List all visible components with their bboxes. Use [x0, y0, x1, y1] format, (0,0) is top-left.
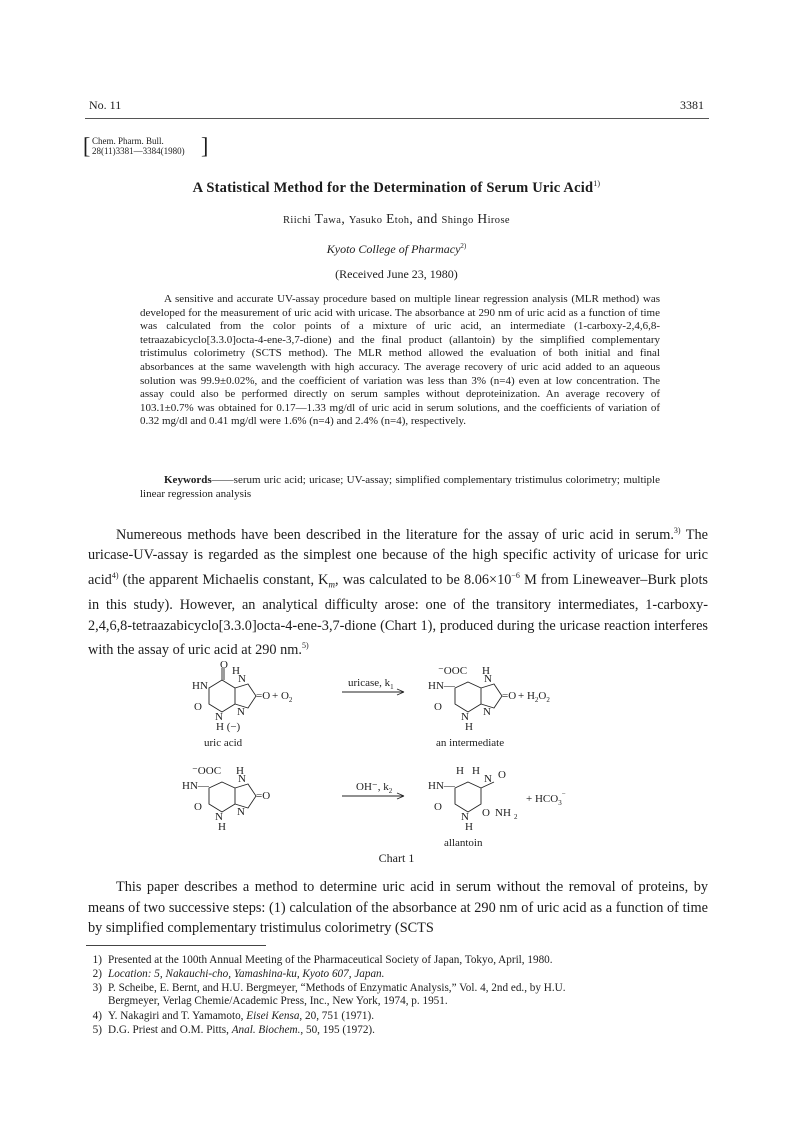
citation-journal: Chem. Pharm. Bull. [92, 136, 164, 146]
svg-text:H: H [232, 665, 240, 677]
svg-text:O: O [434, 701, 442, 713]
chart-caption: Chart 1 [378, 851, 415, 865]
svg-text:H: H [465, 721, 473, 733]
footnote-5: 5) D.G. Priest and O.M. Pitts, Anal. Biochem., 50, 195 (1972). [92, 1024, 375, 1036]
svg-text:HN—: HN— [428, 680, 455, 692]
svg-text:O: O [434, 801, 442, 813]
keywords-label: Keywords [164, 474, 212, 486]
uric-acid-label: uric acid [204, 737, 243, 749]
svg-text:H: H [465, 821, 473, 833]
svg-text:=O: =O [256, 790, 271, 802]
svg-text:O: O [482, 807, 490, 819]
svg-text:HN—: HN— [182, 780, 209, 792]
svg-text:O: O [194, 801, 202, 813]
plus-h2o2: + $H_2O_2$ [518, 690, 550, 704]
footnote-3-continued: Bergmeyer, Verlag Chemie/Academic Press, Inc., New York, 1974, p. 1951. [108, 995, 448, 1007]
author-1: Riichi Tawa [282, 211, 342, 226]
keywords: Keywords——serum uric acid; uricase; UV-assay; simplified complementary tristimulus colorimetry; multiple linear regression analysis [140, 474, 660, 500]
svg-text:H: H [218, 821, 226, 833]
svg-text:⁻OOC: ⁻OOC [438, 665, 468, 677]
svg-text:=O: =O [256, 690, 271, 702]
intermediate-label: an intermediate [436, 737, 505, 749]
reaction-1-label: uricase, $k_1$ [348, 677, 394, 691]
footnote-2: 2) Location: 5, Nakauchi-cho, Yamashina-ku, Kyoto 607, Japan. [92, 968, 385, 980]
title-footnote-ref: 1) [593, 179, 601, 188]
svg-text:H: H [482, 665, 490, 677]
svg-text:H: H [456, 765, 464, 777]
author-3: Shingo Hirose [441, 211, 510, 226]
journal-citation [83, 132, 209, 159]
author-2: Yasuko Etoh [348, 211, 410, 226]
citation-volume: 28(11)3381—3384(1980) [92, 146, 185, 156]
o-atom: O [220, 659, 228, 671]
svg-text:N: N [483, 706, 491, 718]
reaction-2-label: OH⁻, $k_2$ [356, 781, 393, 795]
svg-text:N: N [237, 806, 245, 818]
allantoin-label: allantoin [444, 837, 483, 849]
footnote-1: 1) Presented at the 100th Annual Meeting of the Pharmaceutical Society of Japan, Tokyo, April, 1980. [92, 954, 553, 966]
issue-number: No. 11 [89, 98, 122, 112]
svg-text:N: N [215, 811, 223, 823]
author-list: Riichi Tawa, Yasuko Etoh, and Shingo Hirose [282, 211, 510, 226]
svg-text:N: N [484, 673, 492, 685]
chart-1-scheme [182, 658, 610, 868]
abstract-text: A sensitive and accurate UV-assay procedure based on multiple linear regression analysis (MLR method) was developed for the measurement of uric acid with uricase. The absorbance at 290 nm of uric acid as a function of time was calculated from the color points of a mixture of uric acid, an intermediate (1-carboxy-2,4,6,8-tetraazabicyclo[3.3.0]octa-4-ene-3,7-dione) and the final product (allantoin) by the simplified complementary tristimulus colorimetry (SCTS method). The MLR method allowed the evaluation of both initial and final absorbances at the same wavelength with high accuracy. The average recovery of uric acid added to an aqueous solution was 99.9±0.02%, and the coefficient of variation was less than 3% (n=4) even at low concentration. The assay could also be performed directly on serum samples without deproteinization. An average recovery of 103.1±0.7% was obtained for 0.17—1.33 mg/dl of uric acid in serum solutions, and the coefficients of variation of 0.32 mg/dl and 0.41 mg/dl were 1.6% (n=4) and 2.4% (n=4), respectively. [140, 293, 660, 428]
intro-paragraph-2: This paper describes a method to determine uric acid in serum without the removal of proteins, by means of two successive steps: (1) calculation of the absorbance at 290 nm of uric acid as a function of time by simplified complementary tristimulus colorimetry (SCTS [88, 879, 708, 937]
svg-text:N: N [215, 711, 223, 723]
received-date: (Received June 23, 1980) [335, 267, 458, 281]
left-bracket: [ [83, 132, 91, 159]
svg-text:2: 2 [514, 813, 518, 821]
svg-text:H: H [472, 765, 480, 777]
svg-text:N: N [461, 811, 469, 823]
svg-text:⁻OOC: ⁻OOC [192, 765, 222, 777]
svg-text:N: N [238, 673, 246, 685]
svg-text:O: O [498, 769, 506, 781]
author-conjunction: and [416, 211, 438, 226]
plus-hco3: + $HCO_3^-$ [526, 790, 566, 807]
svg-text:H (−): H (−) [216, 721, 241, 733]
footnote-3: 3) P. Scheibe, E. Bernt, and H.U. Bergmeyer, “Methods of Enzymatic Analysis,” Vol. 4, 2nd ed., by H.U. [92, 982, 566, 994]
plus-o2: + $O_2$ [272, 690, 293, 704]
affiliation-footnote-ref: 2) [460, 242, 467, 250]
intro-paragraph-1: Numereous methods have been described in the literature for the assay of uric acid in serum.$^{3)}$ The uricase-UV-assay is regarded as the simplest one because of the high specific activity of uricase for uric acid$^{4)}$ (the apparent Michaelis constant, $K_m$, was calculated to be $8.06\times 10^{-6}$ M from Lineweaver–Burk plots in this study). However, an analytical difficulty arose: one of the transitory intermediates, 1-carboxy-2,4,6,8-tetraazabicyclo[3.3.0]octa-4-ene-3,7-dione (Chart 1), produced during the uricase reaction interferes with the assay of uric acid at 290 nm.$^{5)}$ [88, 526, 709, 659]
svg-text:HN: HN [192, 680, 208, 692]
svg-text:H: H [236, 765, 244, 777]
title-text: A Statistical Method for the Determination of Serum Uric Acid [192, 179, 594, 196]
article-title [0, 179, 793, 197]
header-rule [85, 118, 709, 119]
right-bracket: ] [201, 132, 209, 159]
footnote-4: 4) Y. Nakagiri and T. Yamamoto, Eisei Kensa, 20, 751 (1971). [92, 1010, 374, 1022]
svg-text:NH: NH [495, 807, 511, 819]
affiliation: Kyoto College of Pharmacy$^{2)}$ [326, 242, 467, 256]
svg-text:O: O [194, 701, 202, 713]
svg-text:N: N [238, 773, 246, 785]
svg-text:N: N [484, 773, 492, 785]
keywords-text: serum uric acid; uricase; UV-assay; simplified complementary tristimulus colorimetry; multiple linear regression analysis [140, 474, 660, 500]
page-number: 3381 [680, 98, 704, 112]
svg-text:N: N [461, 711, 469, 723]
svg-text:=O: =O [502, 690, 517, 702]
footnote-rule [86, 945, 266, 946]
abstract [140, 293, 660, 429]
svg-text:N: N [237, 706, 245, 718]
reaction-scheme-svg [182, 658, 610, 868]
svg-text:HN—: HN— [428, 780, 455, 792]
